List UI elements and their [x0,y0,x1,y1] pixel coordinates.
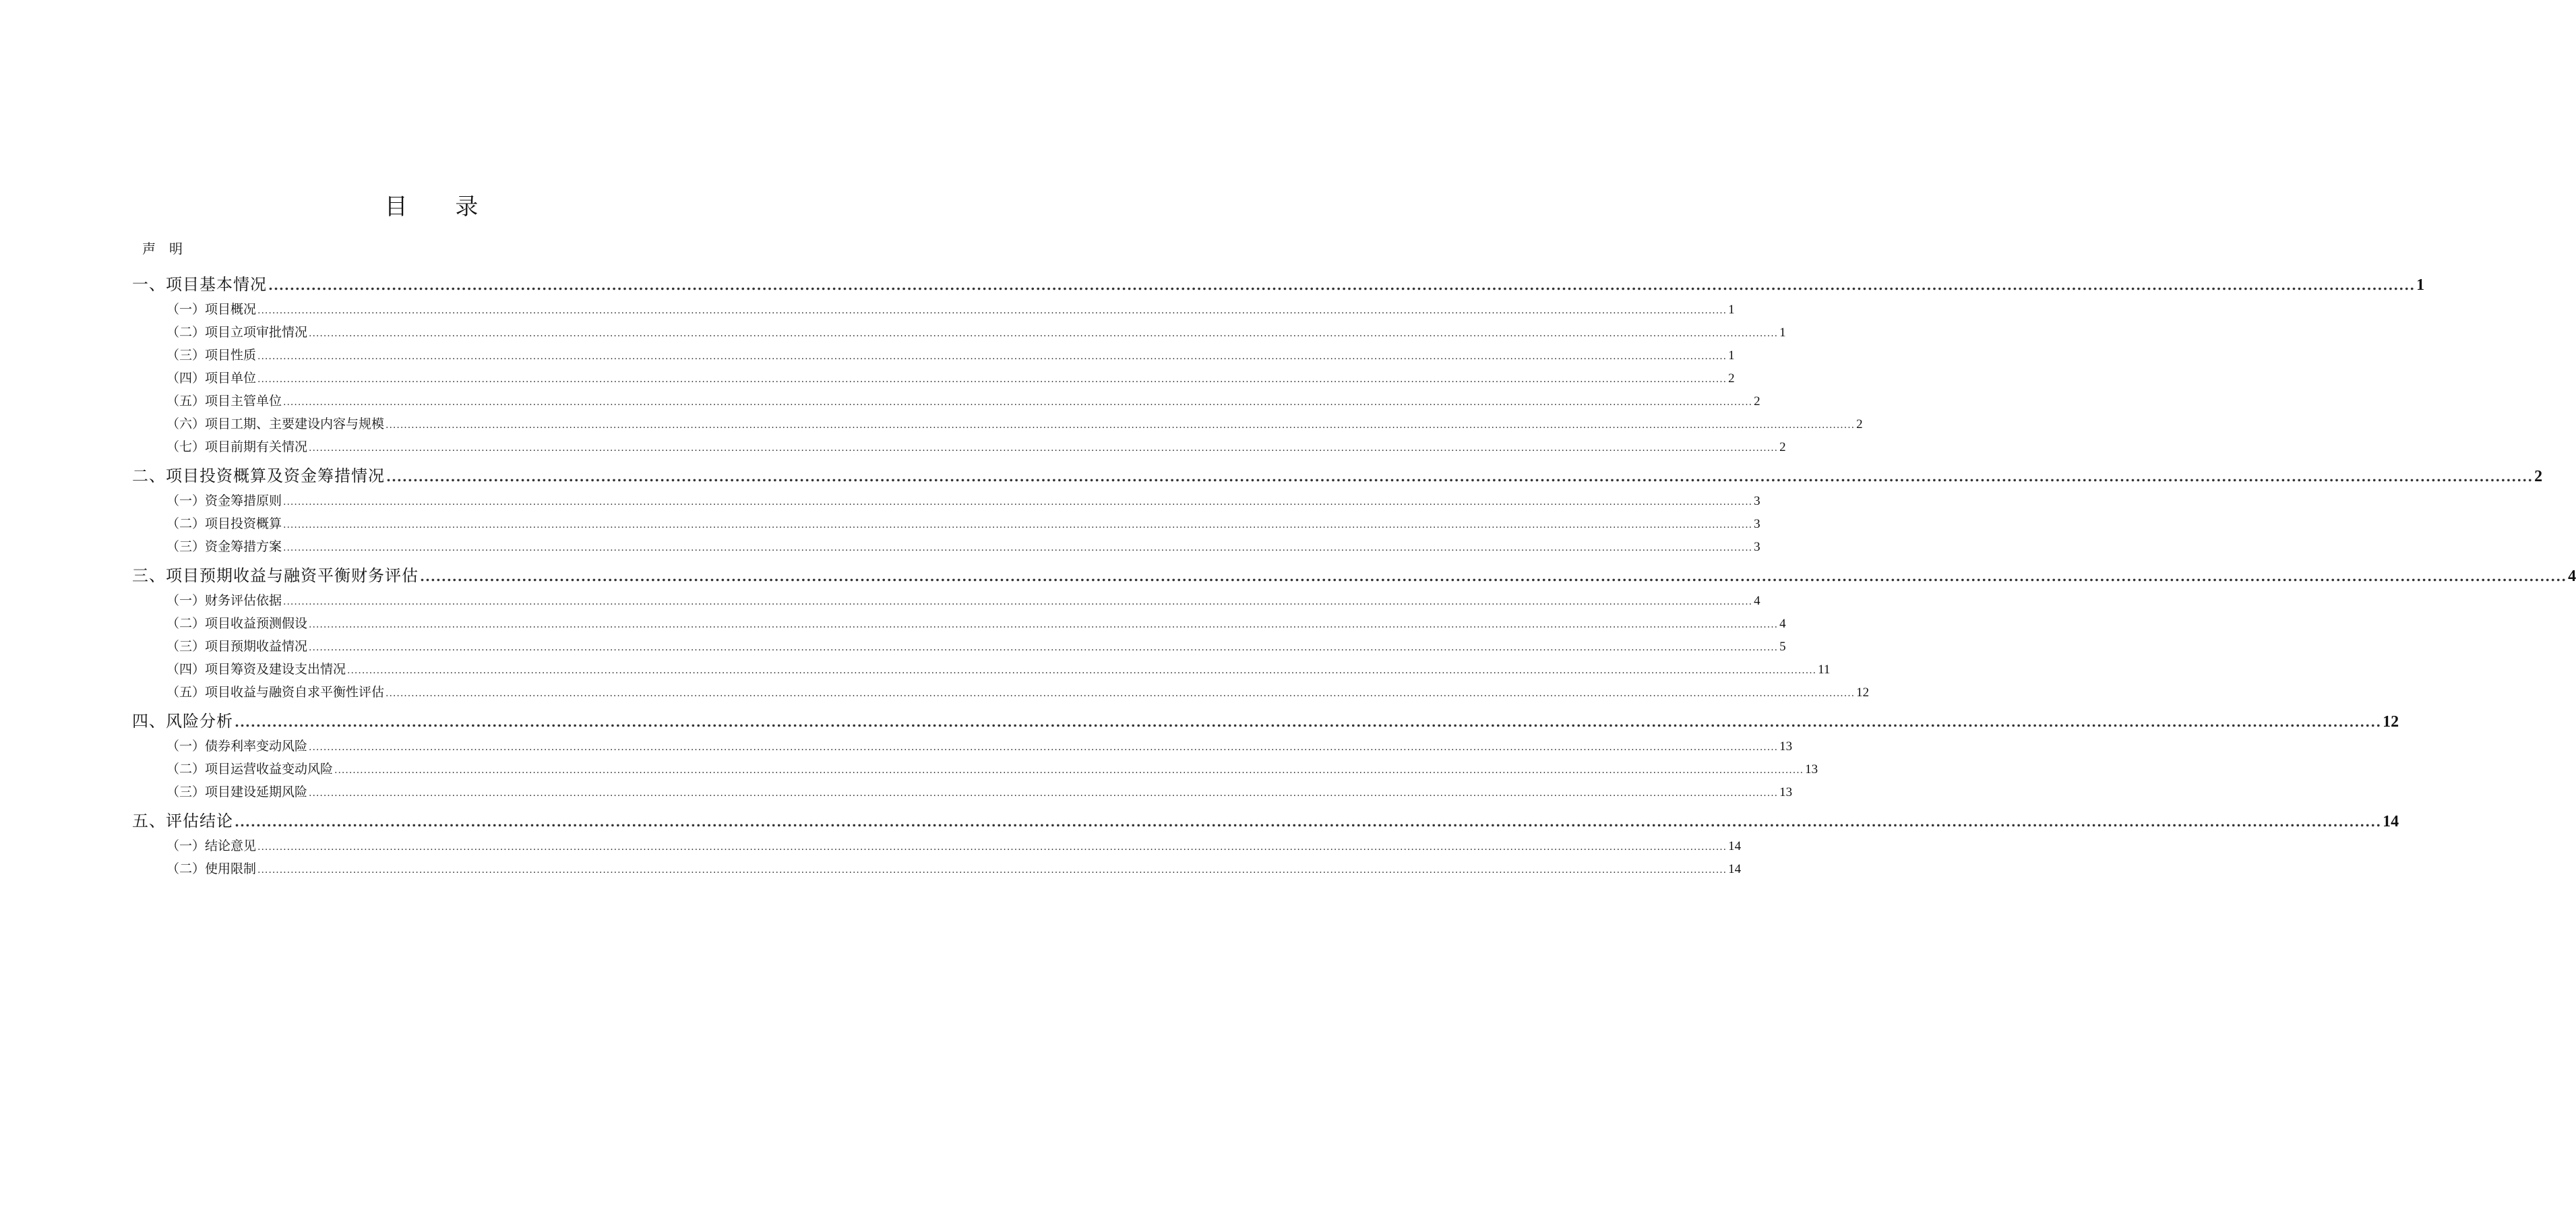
toc-section-label: （二）项目立项审批情况 [166,325,308,340]
toc-leader-dots: ................................................................................................................................................................................................................................................................................................................................................................................................................ [386,420,1856,431]
toc-leader-dots: ................................................................................................................................................................................................................................................................................................................................................................................................................ [283,397,1753,408]
toc-section-entry[interactable] [0,859,1742,882]
toc-section-entry[interactable] [0,491,1760,514]
toc-section-label: （三）项目性质 [166,348,257,363]
toc-section-entry[interactable] [0,345,1735,368]
toc-section-page-number: 3 [1754,517,1760,531]
toc-leader-dots: ................................................................................................................................................................................................................................................................................................................................................................................................................ [309,619,1779,630]
toc-chapter-page-number: 14 [2383,813,2399,830]
toc-section-label: （五）项目主管单位 [166,394,282,408]
toc-section-label: （四）项目筹资及建设支出情况 [166,662,346,677]
toc-leader-dots: ................................................................................................................................................................................................................................................................................................................................................................................................................ [309,788,1779,799]
toc-chapter-label: 五、评估结论 [132,812,233,830]
toc-section-label: （六）项目工期、主要建设内容与规模 [166,417,385,431]
toc-section-page-number: 13 [1779,739,1793,754]
toc-section-entry[interactable] [0,322,1786,345]
toc-leader-dots: ................................................................................................................................................................................................................................................................................................................................................................................................................ [283,520,1753,530]
toc-section-label: （二）项目投资概算 [166,516,282,531]
toc-leader-dots: ................................................................................................................................................................................................................................................................................................................................................................................................................ [283,497,1753,508]
toc-chapter-label: 三、项目预期收益与融资平衡财务评估 [132,566,419,585]
toc-section-page-number: 3 [1754,494,1760,508]
statement-heading: 声明 [142,241,196,257]
toc-section-page-number: 4 [1754,594,1760,608]
toc-leader-dots: ................................................................................................................................................................................................................................................................................................................................................................................................................ [235,814,2382,830]
toc-section-entry[interactable] [0,414,1863,437]
toc-section-label: （一）资金筹措原则 [166,493,282,508]
toc-leader-dots: ................................................................................................................................................................................................................................................................................................................................................................................................................ [257,305,1727,316]
toc-section-entry[interactable] [0,437,1786,460]
toc-section-page-number: 2 [1779,440,1786,454]
toc-section-label: （三）资金筹措方案 [166,539,282,554]
toc-chapter-page-number: 4 [2568,568,2576,585]
toc-leader-dots: ................................................................................................................................................................................................................................................................................................................................................................................................................ [257,865,1727,876]
toc-leader-dots: ................................................................................................................................................................................................................................................................................................................................................................................................................ [283,543,1753,553]
toc-chapter-entry[interactable] [0,268,2425,299]
toc-section-page-number: 5 [1779,640,1786,654]
toc-section-label: （三）项目建设延期风险 [166,785,308,799]
toc-section-page-number: 2 [1856,417,1863,431]
toc-section-page-number: 14 [1728,862,1742,876]
toc-section-page-number: 11 [1818,663,1831,677]
toc-leader-dots: ................................................................................................................................................................................................................................................................................................................................................................................................................ [268,277,2416,293]
toc-section-entry[interactable] [0,537,1760,559]
toc-chapter-page-number: 1 [2416,276,2425,294]
toc-section-entry[interactable] [0,636,1786,659]
toc-section-page-number: 12 [1856,685,1870,700]
toc-chapter-label: 一、项目基本情况 [132,275,267,294]
toc-leader-dots: ................................................................................................................................................................................................................................................................................................................................................................................................................ [283,597,1753,607]
table-of-contents [0,268,2576,882]
toc-leader-dots: ................................................................................................................................................................................................................................................................................................................................................................................................................ [386,468,2534,485]
toc-section-entry[interactable] [0,299,1735,322]
toc-section-page-number: 13 [1779,785,1793,799]
toc-leader-dots: ................................................................................................................................................................................................................................................................................................................................................................................................................ [420,568,2567,584]
toc-leader-dots: ................................................................................................................................................................................................................................................................................................................................................................................................................ [309,328,1779,339]
toc-leader-dots: ................................................................................................................................................................................................................................................................................................................................................................................................................ [334,765,1804,776]
toc-section-label: （五）项目收益与融资自求平衡性评估 [166,685,385,700]
toc-section-label: （一）结论意见 [166,838,257,853]
toc-section-label: （一）债券利率变动风险 [166,739,308,754]
toc-section-page-number: 14 [1728,839,1742,853]
toc-section-label: （二）项目运营收益变动风险 [166,762,334,776]
toc-section-page-number: 1 [1728,348,1735,363]
toc-chapter-entry[interactable] [0,705,2399,736]
toc-section-entry[interactable] [0,590,1760,613]
toc-title: 目 录 [384,193,499,220]
toc-section-page-number: 2 [1754,394,1760,408]
toc-leader-dots: ................................................................................................................................................................................................................................................................................................................................................................................................................ [235,714,2382,730]
toc-section-entry[interactable] [0,782,1793,805]
toc-section-entry[interactable] [0,514,1760,537]
toc-leader-dots: ................................................................................................................................................................................................................................................................................................................................................................................................................ [257,374,1727,385]
toc-section-label: （四）项目单位 [166,371,257,386]
toc-chapter-entry[interactable] [0,805,2399,836]
toc-section-label: （七）项目前期有关情况 [166,439,308,454]
toc-chapter-entry[interactable] [0,559,2576,590]
toc-chapter-page-number: 2 [2534,468,2543,485]
toc-section-page-number: 13 [1805,762,1818,776]
toc-leader-dots: ................................................................................................................................................................................................................................................................................................................................................................................................................ [257,351,1727,362]
toc-section-label: （三）项目预期收益情况 [166,639,308,654]
toc-chapter-label: 二、项目投资概算及资金筹措情况 [132,466,385,485]
toc-chapter-entry[interactable] [0,460,2543,491]
toc-section-label: （一）财务评估依据 [166,593,282,608]
toc-section-entry[interactable] [0,759,1818,782]
toc-section-entry[interactable] [0,659,1831,682]
toc-section-entry[interactable] [0,836,1742,859]
toc-section-page-number: 1 [1728,303,1735,317]
toc-section-page-number: 4 [1779,617,1786,631]
toc-section-entry[interactable] [0,736,1793,759]
toc-section-entry[interactable] [0,391,1760,414]
toc-section-entry[interactable] [0,613,1786,636]
toc-leader-dots: ................................................................................................................................................................................................................................................................................................................................................................................................................ [309,642,1779,653]
toc-section-label: （二）项目收益预测假设 [166,616,308,631]
toc-chapter-page-number: 12 [2383,713,2399,731]
toc-leader-dots: ................................................................................................................................................................................................................................................................................................................................................................................................................ [257,842,1727,853]
toc-leader-dots: ................................................................................................................................................................................................................................................................................................................................................................................................................ [309,443,1779,454]
toc-section-page-number: 2 [1728,371,1735,386]
toc-leader-dots: ................................................................................................................................................................................................................................................................................................................................................................................................................ [386,688,1856,699]
toc-leader-dots: ................................................................................................................................................................................................................................................................................................................................................................................................................ [347,665,1817,676]
toc-section-label: （二）使用限制 [166,861,257,876]
toc-section-label: （一）项目概况 [166,302,257,317]
toc-section-entry[interactable] [0,368,1735,391]
toc-section-entry[interactable] [0,682,1870,705]
toc-section-page-number: 3 [1754,540,1760,554]
toc-chapter-label: 四、风险分析 [132,712,233,731]
toc-leader-dots: ................................................................................................................................................................................................................................................................................................................................................................................................................ [309,742,1779,753]
toc-section-page-number: 1 [1779,326,1786,340]
